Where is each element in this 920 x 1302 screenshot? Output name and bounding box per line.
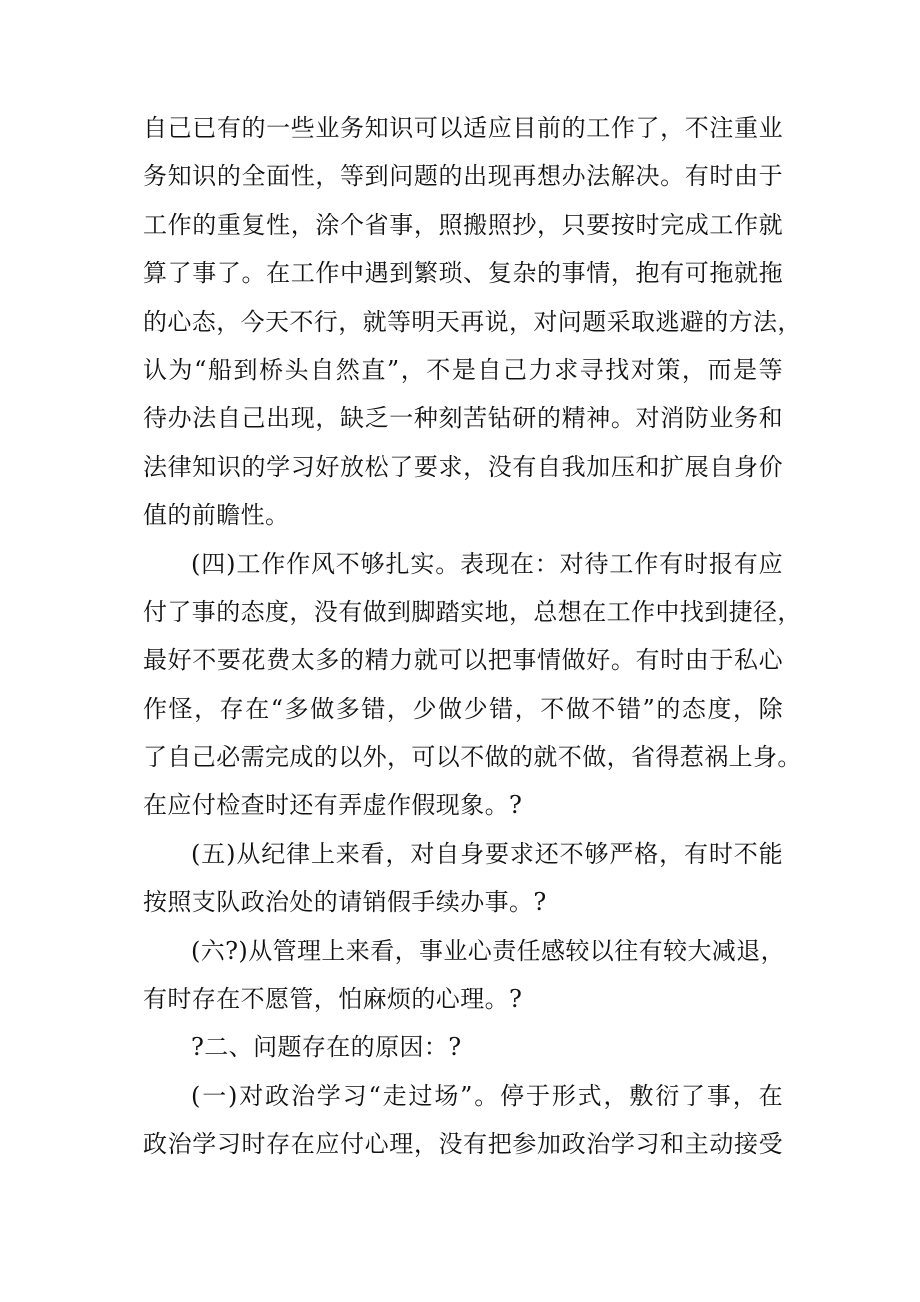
paragraph-start-line: (四)工作作风不够扎实。表现在：对待工作有时报有应 — [191, 549, 783, 578]
text-line: 认为“船到桥头自然直”，不是自己力求寻找对策，而是等 — [143, 355, 783, 384]
text-line: 按照支队政治处的请销假手续办事。? — [143, 888, 547, 917]
text-line: 最好不要花费太多的精力就可以把事情做好。有时由于私心 — [143, 646, 783, 675]
text-line: 的心态，今天不行，就等明天再说，对问题采取逃避的方法， — [143, 307, 802, 336]
body-text — [143, 104, 802, 1169]
text-line: 了自己必需完成的以外，可以不做的就不做，省得惹祸上身。 — [143, 743, 802, 772]
paragraph-start-line: (六?)从管理上来看，事业心责任感较以往有较大减退， — [191, 936, 785, 965]
section-heading: ?二、问题存在的原因：? — [191, 1033, 462, 1062]
text-line: 值的前瞻性。 — [143, 501, 290, 530]
text-line: 算了事了。在工作中遇到繁琐、复杂的事情，抱有可拖就拖 — [143, 259, 783, 288]
text-line: 法律知识的学习好放松了要求，没有自我加压和扩展自身价 — [143, 452, 783, 481]
text-line: 作怪，存在“多做多错，少做少错，不做不错”的态度，除 — [143, 694, 783, 723]
text-line: 有时存在不愿管，怕麻烦的心理。? — [143, 985, 523, 1014]
text-line: 自己已有的一些业务知识可以适应目前的工作了，不注重业 — [143, 114, 783, 142]
text-line: 务知识的全面性，等到问题的出现再想办法解决。有时由于 — [143, 162, 783, 191]
text-line: 政治学习时存在应付心理，没有把参加政治学习和主动接受 — [143, 1130, 783, 1159]
paragraph-start-line: (五)从纪律上来看，对自身要求还不够严格，有时不能 — [191, 839, 783, 868]
paragraph-start-line: (一)对政治学习“走过场”。停于形式，敷衍了事，在 — [191, 1081, 783, 1110]
text-line: 工作的重复性，涂个省事，照搬照抄，只要按时完成工作就 — [143, 210, 783, 239]
text-line: 待办法自己出现，缺乏一种刻苦钻研的精神。对消防业务和 — [143, 404, 783, 433]
text-line: 付了事的态度，没有做到脚踏实地，总想在工作中找到捷径， — [143, 597, 802, 626]
text-line: 在应付检查时还有弄虚作假现象。? — [143, 791, 523, 820]
